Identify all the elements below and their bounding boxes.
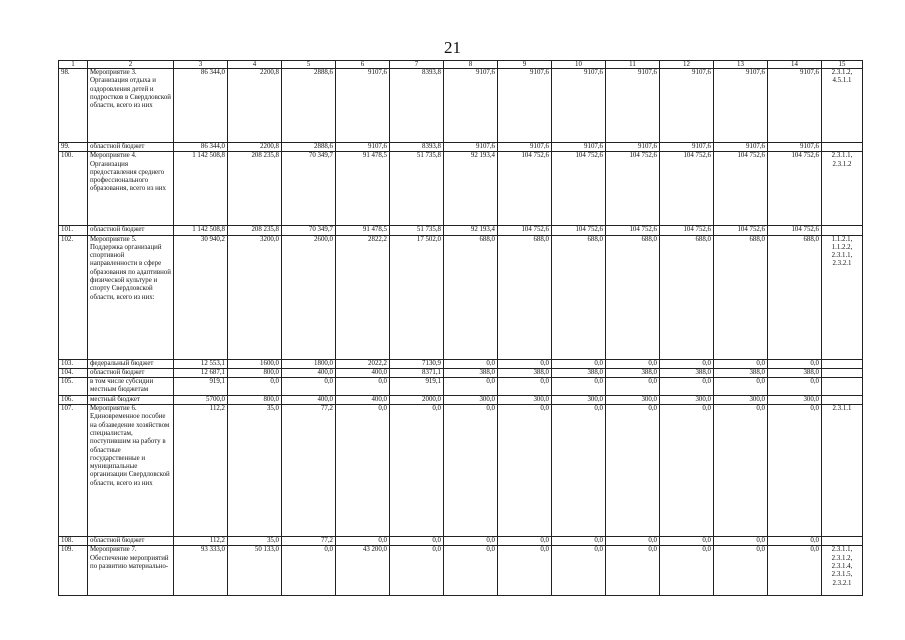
budget-table (58, 60, 863, 596)
value-cell: 86 344,0 (174, 143, 228, 152)
column-header: 15 (822, 61, 863, 69)
value-cell: 86 344,0 (174, 69, 228, 143)
value-cell: 104 752,6 (552, 226, 606, 235)
row-index: 103. (59, 359, 88, 368)
value-cell: 2000,0 (390, 395, 444, 404)
value-cell: 0,0 (498, 359, 552, 368)
value-cell: 0,0 (336, 537, 390, 546)
value-cell: 104 752,6 (552, 152, 606, 226)
value-cell: 0,0 (606, 378, 660, 396)
value-cell: 0,0 (390, 546, 444, 596)
reference-cell (822, 226, 863, 235)
value-cell: 388,0 (660, 368, 714, 377)
value-cell: 688,0 (660, 235, 714, 359)
table-row (59, 378, 863, 396)
value-cell: 0,0 (714, 537, 768, 546)
value-cell: 800,0 (228, 395, 282, 404)
value-cell: 300,0 (498, 395, 552, 404)
value-cell: 919,1 (390, 378, 444, 396)
value-cell: 0,0 (444, 359, 498, 368)
value-cell: 400,0 (282, 368, 336, 377)
value-cell: 9107,6 (606, 69, 660, 143)
value-cell: 70 349,7 (282, 226, 336, 235)
value-cell: 93 333,0 (174, 546, 228, 596)
value-cell: 0,0 (552, 359, 606, 368)
row-index: 102. (59, 235, 88, 359)
value-cell: 104 752,6 (714, 226, 768, 235)
value-cell: 8371,1 (390, 368, 444, 377)
value-cell: 1800,0 (282, 359, 336, 368)
row-index: 98. (59, 69, 88, 143)
value-cell: 30 940,2 (174, 235, 228, 359)
value-cell: 0,0 (768, 359, 822, 368)
value-cell: 0,0 (660, 405, 714, 537)
table-row (59, 546, 863, 596)
value-cell: 0,0 (768, 405, 822, 537)
value-cell: 1 142 508,8 (174, 226, 228, 235)
value-cell: 300,0 (444, 395, 498, 404)
table-row (59, 537, 863, 546)
value-cell: 0,0 (390, 405, 444, 537)
reference-cell: 2.3.1.1, 2.3.1.2, 2.3.1.4, 2.3.1.5, 2.3.2.1 (822, 546, 863, 596)
value-cell: 104 752,6 (498, 226, 552, 235)
value-cell: 104 752,6 (660, 152, 714, 226)
reference-cell (822, 378, 863, 396)
value-cell: 112,2 (174, 405, 228, 537)
value-cell: 5700,0 (174, 395, 228, 404)
value-cell: 91 478,5 (336, 152, 390, 226)
column-header: 8 (444, 61, 498, 69)
reference-cell (822, 143, 863, 152)
value-cell: 104 752,6 (768, 152, 822, 226)
row-index: 105. (59, 378, 88, 396)
value-cell: 9107,6 (498, 143, 552, 152)
table-row (59, 395, 863, 404)
column-header: 1 (59, 61, 88, 69)
column-header: 7 (390, 61, 444, 69)
row-name: Мероприятие 3. Организация отдыха и оздоровления детей и подростков в Свердловской области, всего из них (88, 69, 174, 143)
value-cell: 0,0 (444, 537, 498, 546)
value-cell: 2200,8 (228, 143, 282, 152)
value-cell: 77,2 (282, 405, 336, 537)
value-cell: 104 752,6 (606, 152, 660, 226)
table-row (59, 359, 863, 368)
value-cell: 0,0 (444, 405, 498, 537)
value-cell: 104 752,6 (606, 226, 660, 235)
column-header: 9 (498, 61, 552, 69)
value-cell: 51 735,8 (390, 152, 444, 226)
value-cell: 17 502,0 (390, 235, 444, 359)
row-name: областной бюджет (88, 368, 174, 377)
row-name: Мероприятие 4. Организация предоставления среднего профессионального образования, всего из них (88, 152, 174, 226)
value-cell: 8393,8 (390, 69, 444, 143)
value-cell: 2022,2 (336, 359, 390, 368)
value-cell: 400,0 (336, 368, 390, 377)
value-cell: 9107,6 (336, 143, 390, 152)
value-cell: 688,0 (444, 235, 498, 359)
value-cell: 0,0 (336, 405, 390, 537)
page-number: 21 (444, 38, 461, 57)
value-cell: 9107,6 (714, 69, 768, 143)
value-cell: 208 235,8 (228, 226, 282, 235)
value-cell: 688,0 (714, 235, 768, 359)
value-cell: 2200,8 (228, 69, 282, 143)
value-cell: 9107,6 (606, 143, 660, 152)
value-cell: 800,0 (228, 368, 282, 377)
value-cell: 688,0 (768, 235, 822, 359)
value-cell: 0,0 (498, 378, 552, 396)
value-cell: 112,2 (174, 537, 228, 546)
value-cell: 300,0 (660, 395, 714, 404)
column-header: 11 (606, 61, 660, 69)
row-index: 101. (59, 226, 88, 235)
row-index: 104. (59, 368, 88, 377)
reference-cell: 2.3.1.2, 4.5.1.1 (822, 69, 863, 143)
value-cell: 77,2 (282, 537, 336, 546)
reference-cell: 1.1.2.1, 1.1.2.2, 2.3.1.1, 2.3.2.1 (822, 235, 863, 359)
value-cell: 300,0 (768, 395, 822, 404)
row-index: 107. (59, 405, 88, 537)
value-cell: 0,0 (606, 537, 660, 546)
value-cell: 0,0 (768, 537, 822, 546)
column-header: 13 (714, 61, 768, 69)
row-name: в том числе субсидии местным бюджетам (88, 378, 174, 396)
value-cell: 9107,6 (768, 143, 822, 152)
value-cell: 688,0 (498, 235, 552, 359)
value-cell: 688,0 (606, 235, 660, 359)
row-index: 106. (59, 395, 88, 404)
value-cell: 2600,0 (282, 235, 336, 359)
value-cell: 12 553,1 (174, 359, 228, 368)
value-cell: 0,0 (552, 537, 606, 546)
column-header: 2 (88, 61, 174, 69)
value-cell: 9107,6 (552, 69, 606, 143)
column-header: 5 (282, 61, 336, 69)
value-cell: 9107,6 (660, 69, 714, 143)
value-cell: 0,0 (228, 378, 282, 396)
reference-cell (822, 359, 863, 368)
value-cell: 12 687,1 (174, 368, 228, 377)
column-header: 3 (174, 61, 228, 69)
value-cell: 388,0 (444, 368, 498, 377)
value-cell: 0,0 (714, 405, 768, 537)
value-cell: 91 478,5 (336, 226, 390, 235)
row-name: Мероприятие 6. Единовременное пособие на обзаведение хозяйством специалистам, поступившим на работу в областные государственные и муниципальные организации Свердловской области, всего из них (88, 405, 174, 537)
value-cell: 0,0 (714, 546, 768, 596)
value-cell: 9107,6 (444, 143, 498, 152)
value-cell: 0,0 (714, 359, 768, 368)
value-cell: 300,0 (606, 395, 660, 404)
value-cell: 0,0 (606, 359, 660, 368)
value-cell: 35,0 (228, 537, 282, 546)
value-cell: 9107,6 (444, 69, 498, 143)
value-cell: 400,0 (336, 395, 390, 404)
table-row (59, 69, 863, 143)
value-cell: 35,0 (228, 405, 282, 537)
value-cell: 400,0 (282, 395, 336, 404)
value-cell: 0,0 (552, 546, 606, 596)
row-name: областной бюджет (88, 226, 174, 235)
value-cell: 8393,8 (390, 143, 444, 152)
value-cell: 0,0 (768, 546, 822, 596)
row-name: Мероприятие 7. Обеспечение мероприятий по развитию материально- (88, 546, 174, 596)
value-cell: 9107,6 (498, 69, 552, 143)
column-header: 10 (552, 61, 606, 69)
row-index: 108. (59, 537, 88, 546)
column-header: 14 (768, 61, 822, 69)
value-cell: 0,0 (390, 537, 444, 546)
value-cell: 70 349,7 (282, 152, 336, 226)
value-cell: 388,0 (552, 368, 606, 377)
value-cell: 0,0 (606, 405, 660, 537)
value-cell: 0,0 (498, 546, 552, 596)
row-name: областной бюджет (88, 143, 174, 152)
table-row (59, 368, 863, 377)
value-cell: 388,0 (714, 368, 768, 377)
table-row (59, 226, 863, 235)
value-cell: 1 142 508,8 (174, 152, 228, 226)
value-cell: 388,0 (498, 368, 552, 377)
row-index: 100. (59, 152, 88, 226)
value-cell: 0,0 (498, 405, 552, 537)
value-cell: 92 193,4 (444, 152, 498, 226)
value-cell: 104 752,6 (714, 152, 768, 226)
value-cell: 300,0 (552, 395, 606, 404)
value-cell: 688,0 (552, 235, 606, 359)
value-cell: 0,0 (606, 546, 660, 596)
column-number-row (59, 61, 863, 69)
value-cell: 2822,2 (336, 235, 390, 359)
value-cell: 388,0 (768, 368, 822, 377)
row-name: областной бюджет (88, 537, 174, 546)
reference-cell (822, 395, 863, 404)
value-cell: 0,0 (336, 378, 390, 396)
value-cell: 50 133,0 (228, 546, 282, 596)
value-cell: 104 752,6 (768, 226, 822, 235)
value-cell: 43 200,0 (336, 546, 390, 596)
value-cell: 0,0 (660, 359, 714, 368)
column-header: 4 (228, 61, 282, 69)
value-cell: 0,0 (282, 378, 336, 396)
column-header: 12 (660, 61, 714, 69)
value-cell: 208 235,8 (228, 152, 282, 226)
value-cell: 919,1 (174, 378, 228, 396)
reference-cell (822, 368, 863, 377)
row-index: 109. (59, 546, 88, 596)
value-cell: 92 193,4 (444, 226, 498, 235)
value-cell: 300,0 (714, 395, 768, 404)
value-cell: 9107,6 (552, 143, 606, 152)
reference-cell: 2.3.1.1 (822, 405, 863, 537)
value-cell: 0,0 (660, 537, 714, 546)
value-cell: 0,0 (660, 378, 714, 396)
value-cell: 104 752,6 (660, 226, 714, 235)
row-index: 99. (59, 143, 88, 152)
value-cell: 104 752,6 (498, 152, 552, 226)
value-cell: 7130,9 (390, 359, 444, 368)
row-name: Мероприятие 5. Поддержка организаций спортивной направленности в сфере образования по адаптивной физической культуре и спорту Свердловской области, всего из них: (88, 235, 174, 359)
value-cell: 388,0 (606, 368, 660, 377)
value-cell: 9107,6 (714, 143, 768, 152)
row-name: местный бюджет (88, 395, 174, 404)
value-cell: 0,0 (552, 378, 606, 396)
table-row (59, 143, 863, 152)
value-cell: 9107,6 (660, 143, 714, 152)
value-cell: 2888,6 (282, 143, 336, 152)
value-cell: 0,0 (552, 405, 606, 537)
value-cell: 0,0 (768, 378, 822, 396)
value-cell: 2888,6 (282, 69, 336, 143)
value-cell: 0,0 (444, 378, 498, 396)
reference-cell: 2.3.1.1, 2.3.1.2 (822, 152, 863, 226)
value-cell: 0,0 (498, 537, 552, 546)
table-row (59, 152, 863, 226)
table-row (59, 235, 863, 359)
value-cell: 9107,6 (336, 69, 390, 143)
value-cell: 9107,6 (768, 69, 822, 143)
reference-cell (822, 537, 863, 546)
row-name: федеральный бюджет (88, 359, 174, 368)
value-cell: 3200,0 (228, 235, 282, 359)
table-row (59, 405, 863, 537)
value-cell: 1600,0 (228, 359, 282, 368)
value-cell: 51 735,8 (390, 226, 444, 235)
value-cell: 0,0 (282, 546, 336, 596)
column-header: 6 (336, 61, 390, 69)
value-cell: 0,0 (714, 378, 768, 396)
value-cell: 0,0 (444, 546, 498, 596)
value-cell: 0,0 (660, 546, 714, 596)
